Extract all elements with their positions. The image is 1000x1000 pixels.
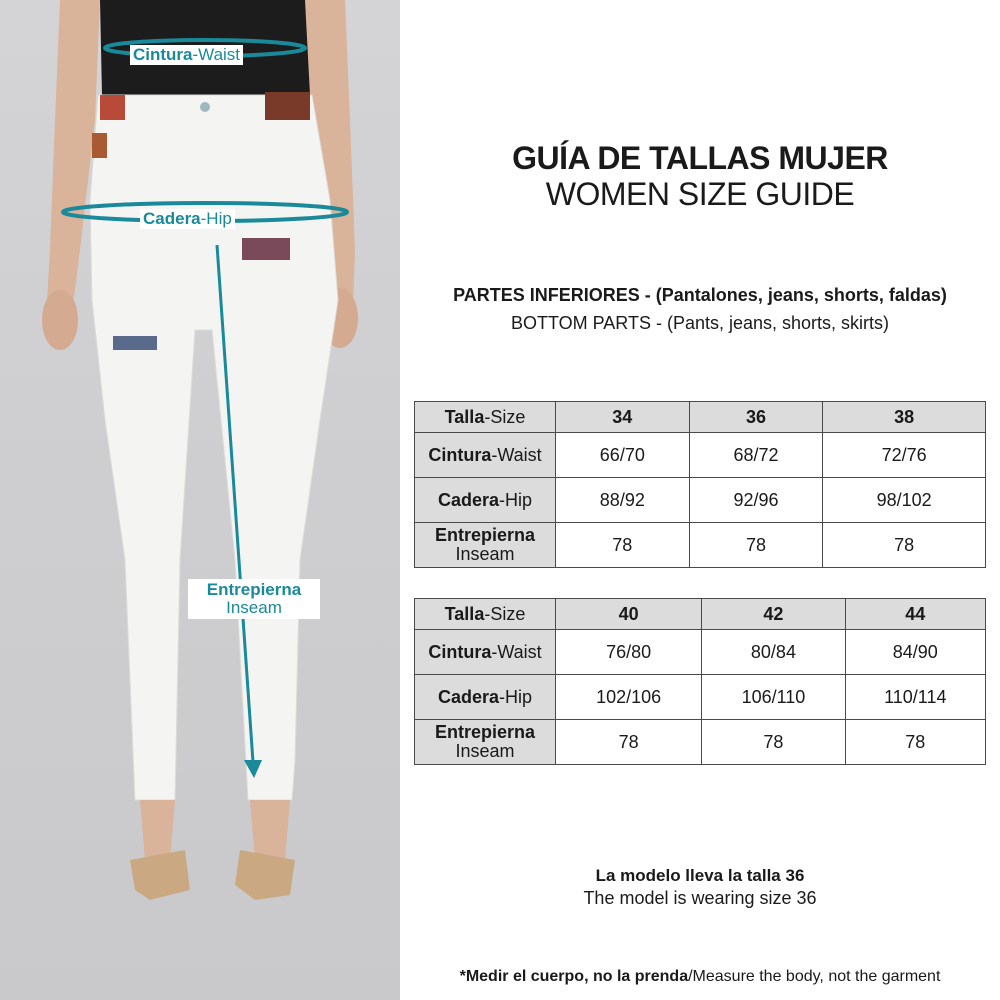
table-row-inseam [415, 720, 986, 765]
row-label-inseam: Entrepierna Inseam [415, 720, 556, 765]
size-cell: 44 [845, 599, 985, 630]
waist-label: Cintura-Waist [130, 45, 243, 65]
hip-cell: 102/106 [556, 675, 702, 720]
waist-cell: 66/70 [556, 433, 690, 478]
page-title-en: WOMEN SIZE GUIDE [545, 176, 855, 212]
waist-cell: 68/72 [689, 433, 823, 478]
size-cell: 38 [823, 402, 986, 433]
model-size-note-es: La modelo lleva la talla 36 [595, 866, 805, 885]
size-cell: 42 [702, 599, 845, 630]
waist-cell: 76/80 [556, 630, 702, 675]
category-es: PARTES INFERIORES - (Pantalones, jeans, shorts, faldas) [453, 285, 947, 305]
table-row-inseam [415, 523, 986, 568]
row-label-hip: Cadera-Hip [415, 675, 556, 720]
page-title-es: GUÍA DE TALLAS MUJER [512, 140, 888, 176]
waist-cell: 72/76 [823, 433, 986, 478]
table-row-size [415, 599, 986, 630]
table-row-waist [415, 433, 986, 478]
inseam-cell: 78 [689, 523, 823, 568]
size-cell: 40 [556, 599, 702, 630]
row-label-size: Talla-Size [415, 402, 556, 433]
waist-cell: 84/90 [845, 630, 985, 675]
row-label-size: Talla-Size [415, 599, 556, 630]
inseam-cell: 78 [702, 720, 845, 765]
inseam-cell: 78 [556, 523, 690, 568]
category-en: BOTTOM PARTS - (Pants, jeans, shorts, skirts) [510, 313, 890, 333]
hip-cell: 88/92 [556, 478, 690, 523]
row-label-hip: Cadera-Hip [415, 478, 556, 523]
table-row-waist [415, 630, 986, 675]
model-illustration [0, 0, 400, 1000]
table-row-hip [415, 478, 986, 523]
row-label-waist: Cintura-Waist [415, 433, 556, 478]
size-table-2 [414, 598, 986, 765]
size-table-1 [414, 401, 986, 568]
table-row-size [415, 402, 986, 433]
hip-label: Cadera-Hip [140, 209, 235, 229]
inseam-cell: 78 [823, 523, 986, 568]
inseam-cell: 78 [556, 720, 702, 765]
table-row-hip [415, 675, 986, 720]
waist-cell: 80/84 [702, 630, 845, 675]
hip-cell: 98/102 [823, 478, 986, 523]
model-photo [0, 0, 400, 1000]
size-cell: 36 [689, 402, 823, 433]
inseam-cell: 78 [845, 720, 985, 765]
hip-cell: 110/114 [845, 675, 985, 720]
size-cell: 34 [556, 402, 690, 433]
hip-cell: 106/110 [702, 675, 845, 720]
hip-cell: 92/96 [689, 478, 823, 523]
model-size-note-en: The model is wearing size 36 [583, 888, 817, 908]
size-guide-panel [400, 0, 1000, 1000]
row-label-inseam: Entrepierna Inseam [415, 523, 556, 568]
row-label-waist: Cintura-Waist [415, 630, 556, 675]
measure-footnote: *Medir el cuerpo, no la prenda/Measure the body, not the garment [459, 968, 941, 985]
inseam-label: Entrepierna Inseam [188, 579, 320, 619]
